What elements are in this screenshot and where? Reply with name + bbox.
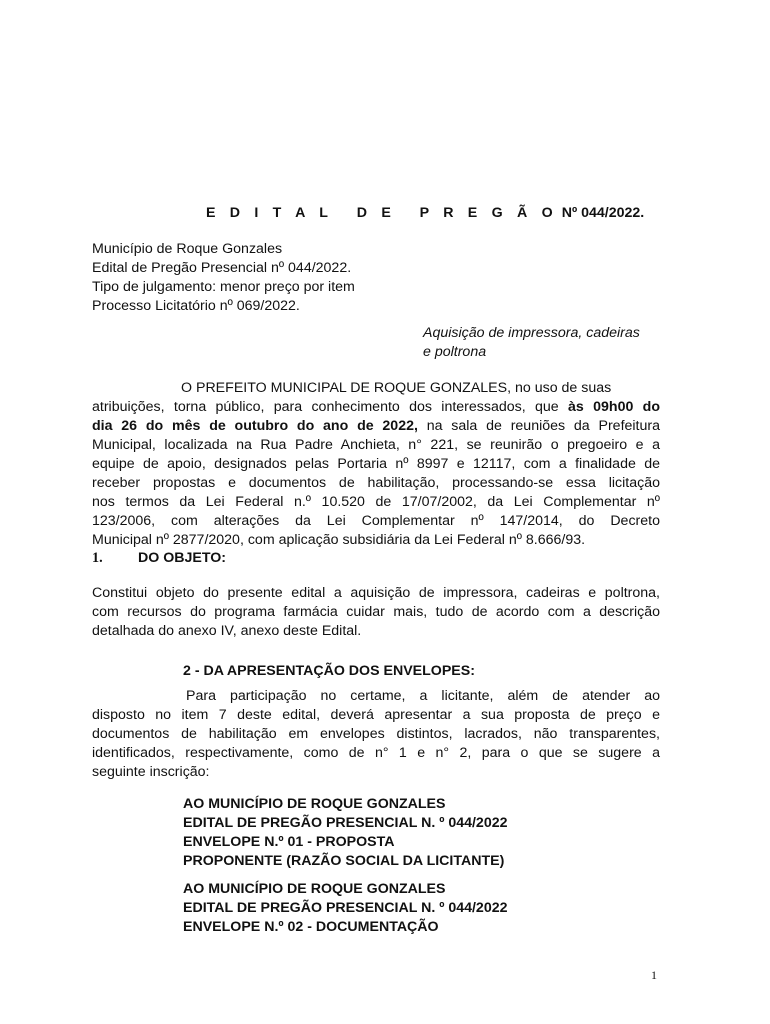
envelope-line: EDITAL DE PREGÃO PRESENCIAL N. º 044/2022 xyxy=(183,815,508,831)
envelope-line: ENVELOPE N.º 02 - DOCUMENTAÇÃO xyxy=(183,919,439,935)
envelope-line: AO MUNICÍPIO DE ROQUE GONZALES xyxy=(183,796,446,812)
header-info xyxy=(92,240,355,316)
paragraph-line: Municipal, localizada na Rua Padre Anchieta, n° 221, se reunirão o pregoeiro e a xyxy=(92,437,660,453)
paragraph-line: equipe de apoio, designados pelas Portaria nº 8997 e 12117, com a finalidade de xyxy=(92,456,660,472)
page-number: 1 xyxy=(651,968,657,982)
envelope-line: EDITAL DE PREGÃO PRESENCIAL N. º 044/2022 xyxy=(183,900,508,916)
paragraph-line: O PREFEITO MUNICIPAL DE ROQUE GONZALES, no uso de suas xyxy=(181,380,612,396)
paragraph-line: seguinte inscrição: xyxy=(92,764,210,780)
paragraph-line: atribuições, torna público, para conhecimento dos interessados, que às 09h00 do xyxy=(92,399,660,415)
paragraph-line: Constitui objeto do presente edital a aquisição de impressora, cadeiras e poltrona, xyxy=(92,585,660,601)
paragraph-line: 123/2006, com alterações da Lei Complementar nº 147/2014, do Decreto xyxy=(92,513,660,529)
section-2-heading: 2 - DA APRESENTAÇÃO DOS ENVELOPES: xyxy=(183,663,475,679)
paragraph-line: disposto no item 7 deste edital, deverá apresentar a sua proposta de preço e xyxy=(92,707,660,723)
subject-summary xyxy=(423,324,640,362)
paragraph-line: documentos de habilitação em envelopes distintos, lacrados, não transparentes, xyxy=(92,726,660,742)
paragraph-line: Para participação no certame, a licitante, além de atender ao xyxy=(186,688,660,704)
envelope-line: AO MUNICÍPIO DE ROQUE GONZALES xyxy=(183,881,446,897)
section-2-paragraph xyxy=(92,687,660,782)
paragraph-line: nos termos da Lei Federal n.º 10.520 de 17/07/2002, da Lei Complementar nº xyxy=(92,494,660,510)
header-line: Tipo de julgamento: menor preço por item xyxy=(92,279,355,295)
subject-line: e poltrona xyxy=(423,344,487,360)
section-title: DO OBJETO: xyxy=(138,550,227,566)
envelope-line: PROPONENTE (RAZÃO SOCIAL DA LICITANTE) xyxy=(183,853,505,869)
paragraph-line: identificados, respectivamente, como de n° 1 e n° 2, para o que se sugere a xyxy=(92,745,660,761)
title-word-de: D E xyxy=(356,205,397,221)
header-line: Município de Roque Gonzales xyxy=(92,241,283,257)
paragraph-line: detalhada do anexo IV, anexo deste Edital. xyxy=(92,623,362,639)
paragraph-line: Municipal nº 2877/2020, com aplicação subsidiária da Lei Federal nº 8.666/93. xyxy=(92,532,586,548)
paragraph-line: receber propostas e documentos de habilitação, processando-se essa licitação xyxy=(92,475,660,491)
title-number: Nº 044/2022. xyxy=(561,205,645,221)
paragraph-line: dia 26 do mês de outubro do ano de 2022, na sala de reuniões da Prefeitura xyxy=(92,418,660,434)
date-highlight: dia 26 do mês de outubro do ano de 2022, xyxy=(92,418,418,434)
document-title xyxy=(206,204,644,223)
envelope-line: ENVELOPE N.º 01 - PROPOSTA xyxy=(183,834,395,850)
header-line: Edital de Pregão Presencial nº 044/2022. xyxy=(92,260,352,276)
envelope-2-label xyxy=(183,880,508,937)
header-line: Processo Licitatório nº 069/2022. xyxy=(92,298,300,314)
title-word-edital: E D I T A L xyxy=(206,205,334,221)
section-number: 1. xyxy=(92,550,103,566)
section-1-heading xyxy=(92,549,226,568)
date-highlight: às 09h00 do xyxy=(568,399,660,415)
subject-line: Aquisição de impressora, cadeiras xyxy=(423,325,640,341)
envelope-1-label xyxy=(183,795,508,871)
paragraph-line: com recursos do programa farmácia cuidar mais, tudo de acordo com a descrição xyxy=(92,604,660,620)
section-1-paragraph xyxy=(92,584,660,641)
intro-paragraph xyxy=(92,379,660,550)
title-word-pregao: P R E G Ã O xyxy=(419,205,558,221)
